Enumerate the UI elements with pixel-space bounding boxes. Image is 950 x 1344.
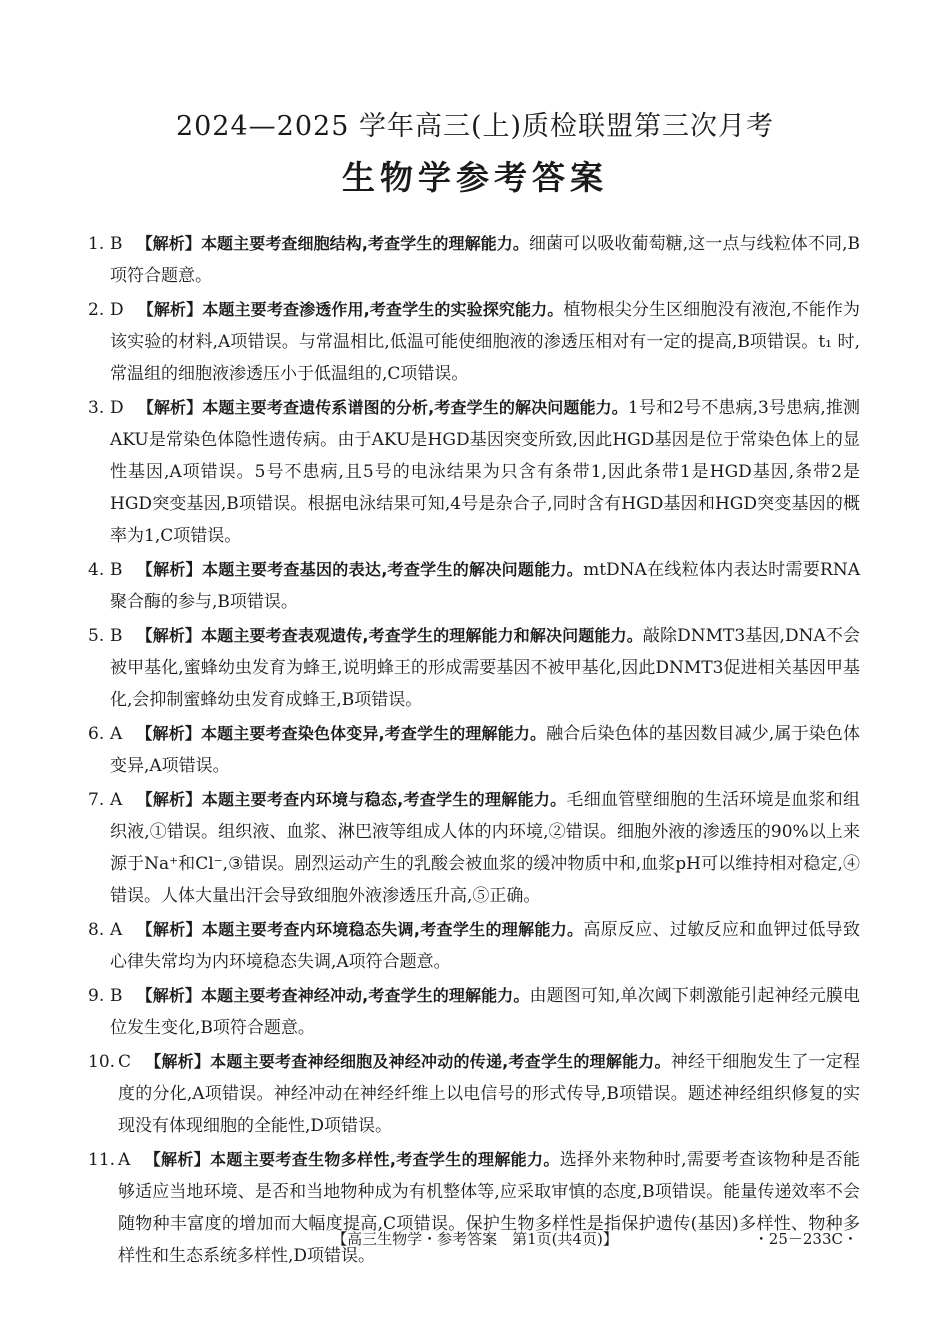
item-number: 11. [88,1150,116,1170]
item-text: 敲除DNMT3基因,DNA不会被甲基化,蜜蜂幼虫发育为蜂王,说明蜂王的形成需要基因不被甲基化,因此DNMT3促进相关基因甲基化,会抑制蜜蜂幼虫发育成蜂王,B项错误。 [110,626,860,710]
item-text: 植物根尖分生区细胞没有液泡,不能作为该实验的材料,A项错误。与常温相比,低温可能使细胞液的渗透压相对有一定的提高,B项错误。t₁ 时,常温组的细胞液渗透压小于低温组的,C项错误。 [110,300,860,384]
item-answer: B [110,986,123,1006]
item-number: 7. [88,790,105,810]
item-text: 细菌可以吸收葡萄糖,这一点与线粒体不同,B项符合题意。 [110,234,860,286]
answer-list [88,228,860,1274]
answer-item-8 [88,914,860,978]
answer-item-10 [88,1046,860,1142]
item-number: 6. [88,724,105,744]
exam-title: 2024—2025 学年高三(上)质检联盟第三次月考 [175,111,775,142]
item-lead: 【解析】本题主要考查内环境稳态失调,考查学生的理解能力。 [136,920,584,939]
item-lead: 【解析】本题主要考查生物多样性,考查学生的理解能力。 [144,1150,560,1169]
item-lead: 【解析】本题主要考查表观遗传,考查学生的理解能力和解决问题能力。 [136,626,643,645]
answer-item-3 [88,392,860,552]
footer-code: ・25－233C・ [753,1230,858,1248]
item-lead: 【解析】本题主要考查细胞结构,考查学生的理解能力。 [136,234,529,253]
answer-item-2 [88,294,860,390]
item-text: mtDNA在线粒体内表达时需要RNA聚合酶的参与,B项错误。 [110,560,860,612]
footer-page-info: 【高三生物学・参考答案 第1页(共4页)】 [332,1230,618,1248]
item-lead: 【解析】本题主要考查遗传系谱图的分析,考查学生的解决问题能力。 [137,398,628,417]
answer-item-11 [88,1144,860,1272]
item-answer: D [110,300,124,320]
answer-item-4 [88,554,860,618]
item-text: 选择外来物种时,需要考查该物种是否能够适应当地环境、是否和当地物种成为有机整体等,应采取审慎的态度,B项错误。能量传递效率不会随物种丰富度的增加而大幅度提高,C项错误。保护生物多样性是指保护遗传(基因)多样性、物种多样性和生态系统多样性,D项错误。 [118,1150,860,1266]
item-lead: 【解析】本题主要考查染色体变异,考查学生的理解能力。 [136,724,547,743]
item-number: 2. [88,300,105,320]
item-text: 高原反应、过敏反应和血钾过低导致心律失常均为内环境稳态失调,A项符合题意。 [110,920,860,972]
answer-item-6 [88,718,860,782]
item-number: 4. [88,560,105,580]
item-lead: 【解析】本题主要考查神经细胞及神经冲动的传递,考查学生的理解能力。 [145,1052,671,1071]
item-answer: A [110,724,123,744]
item-text: 由题图可知,单次阈下刺激能引起神经元膜电位发生变化,B项符合题意。 [110,986,860,1038]
item-number: 9. [88,986,105,1006]
answer-item-5 [88,620,860,716]
item-lead: 【解析】本题主要考查神经冲动,考查学生的理解能力。 [136,986,530,1005]
item-text: 神经干细胞发生了一定程度的分化,A项错误。神经冲动在神经纤维上以电信号的形式传导,B项错误。题述神经组织修复的实现没有体现细胞的全能性,D项错误。 [118,1052,860,1136]
item-lead: 【解析】本题主要考查基因的表达,考查学生的解决问题能力。 [136,560,584,579]
item-answer: A [118,1150,131,1170]
item-answer: B [110,626,123,646]
item-lead: 【解析】本题主要考查内环境与稳态,考查学生的理解能力。 [136,790,567,809]
answer-item-1 [88,228,860,292]
item-number: 8. [88,920,105,940]
item-lead: 【解析】本题主要考查渗透作用,考查学生的实验探究能力。 [137,300,564,319]
answer-item-7 [88,784,860,912]
answer-item-9 [88,980,860,1044]
item-answer: A [110,790,123,810]
item-answer: D [110,398,124,418]
item-number: 1. [88,234,105,254]
item-answer: C [118,1052,132,1072]
item-number: 10. [88,1052,116,1072]
item-answer: B [110,234,123,254]
item-text: 1号和2号不患病,3号患病,推测AKU是常染色体隐性遗传病。由于AKU是HGD基因突变所致,因此HGD基因是位于常染色体上的显性基因,A项错误。5号不患病,且5号的电泳结果为只含有条带1,因此条带1是HGD基因,条带2是HGD突变基因,B项错误。根据电泳结果可知,4号是杂合子,同时含有HGD基因和HGD突变基因的概率为1,C项错误。 [110,398,860,546]
item-number: 5. [88,626,105,646]
item-text: 融合后染色体的基因数目减少,属于染色体变异,A项错误。 [110,724,860,776]
item-text: 毛细血管壁细胞的生活环境是血浆和组织液,①错误。组织液、血浆、淋巴液等组成人体的内环境,②错误。细胞外液的渗透压的90%以上来源于Na⁺和Cl⁻,③错误。剧烈运动产生的乳酸会被血浆的缓冲物质中和,血浆pH可以维持相对稳定,④错误。人体大量出汗会导致细胞外液渗透压升高,⑤正确。 [110,790,860,906]
item-answer: B [110,560,123,580]
answer-title: 生物学参考答案 [342,158,608,197]
item-number: 3. [88,398,105,418]
item-answer: A [110,920,123,940]
